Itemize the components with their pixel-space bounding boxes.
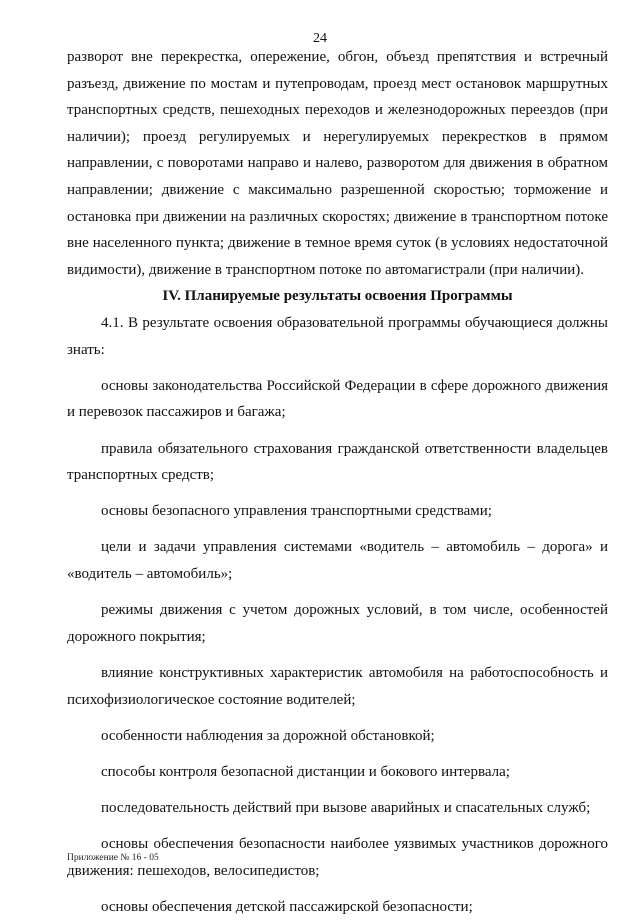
- list-item: основы законодательства Российской Федерации в сфере дорожного движения и перевозок пассажиров и багажа;: [67, 377, 608, 421]
- list-item: последовательность действий при вызове аварийных и спасательных служб;: [101, 800, 591, 817]
- body-text: [67, 44, 608, 921]
- list-item: влияние конструктивных характеристик автомобиля на работоспособность и психофизиологическое состояние водителей;: [67, 665, 608, 708]
- list-item: режимы движения с учетом дорожных условий, в том числе, особенностей дорожного покрытия;: [67, 602, 608, 645]
- paragraph-driving-skills: разворот вне перекрестка, опережение, обгон, объезд препятствия и встречный разъезд, движение по мостам и путепроводам, проезд мест остановок маршрутных транспортных средств, пешеходных переходов и железнодорожных переездов (при наличии); проезд регулируемых и нерегулируемых перекрестков в прямом направлении, с поворотами направо и налево, разворотом для движения в обратном направлении; движение с максимально разрешенной скоростью; торможение и остановка при движении на различных скоростях; движение в транспортном потоке вне населенного пункта; движение в темное время суток (в условиях недостаточной видимости), движение в транспортном потоке по автомагистрали (при наличии).: [67, 49, 608, 278]
- list-item: основы обеспечения детской пассажирской безопасности;: [101, 899, 473, 916]
- list-item: цели и задачи управления системами «водитель – автомобиль – дорога» и «водитель – автомобиль»;: [67, 539, 608, 583]
- list-item: основы безопасного управления транспортными средствами;: [101, 503, 492, 520]
- list-item: способы контроля безопасной дистанции и бокового интервала;: [101, 764, 510, 780]
- list-item: правила обязательного страхования гражданской ответственности владельцев транспортных средств;: [67, 440, 608, 484]
- list-item: особенности наблюдения за дорожной обстановкой;: [101, 727, 435, 744]
- section-heading: IV. Планируемые результаты освоения Программы: [162, 288, 513, 305]
- page-number: 24: [313, 31, 327, 46]
- intro-paragraph: 4.1. В результате освоения образовательной программы обучающиеся должны знать:: [67, 314, 608, 358]
- page-footer: Приложение № 16 - 05: [67, 853, 159, 863]
- list-item: основы обеспечения безопасности наиболее уязвимых участников дорожного движения: пешеходов, велосипедистов;: [67, 836, 608, 879]
